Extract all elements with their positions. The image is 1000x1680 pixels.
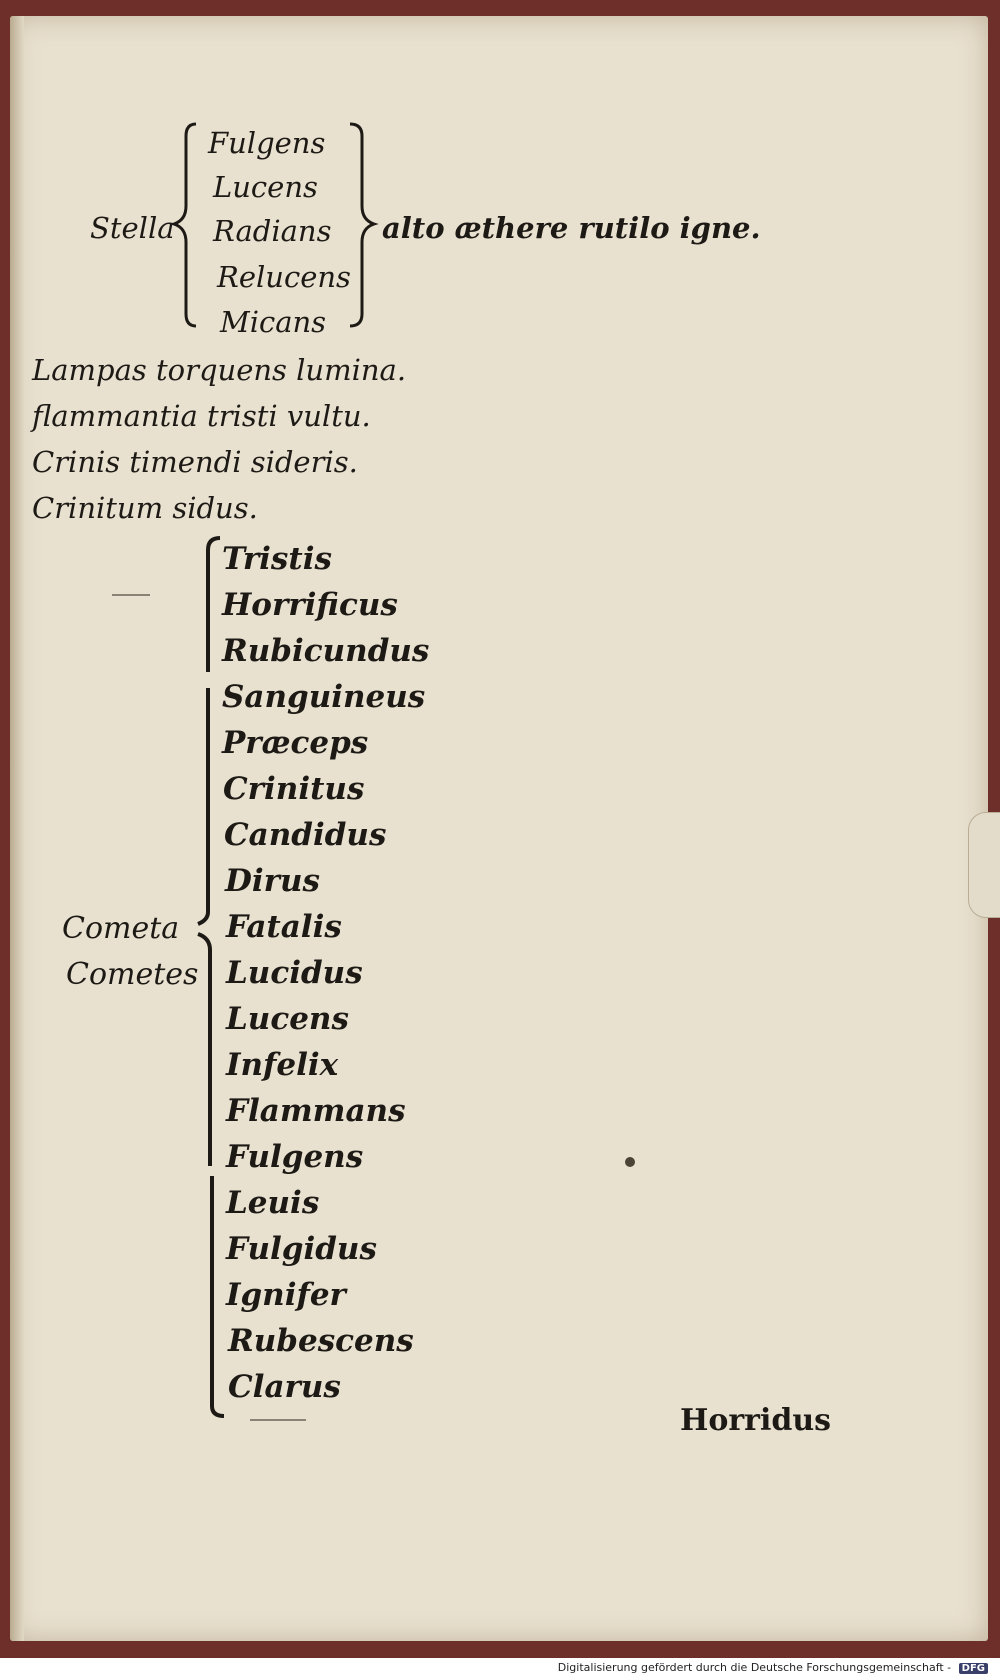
- epithet: Crinitus: [223, 771, 365, 807]
- epithet: Ignifer: [226, 1277, 346, 1313]
- cometa-head: Cometa: [62, 911, 180, 946]
- epithet: Flammans: [226, 1093, 406, 1129]
- stella-head: Stella: [90, 211, 175, 245]
- epithet: Lucidus: [226, 955, 363, 991]
- epithet: Rubescens: [228, 1323, 414, 1359]
- text-line: Crinis timendi sideris.: [32, 445, 358, 479]
- cometa-brace-tail: [212, 1176, 224, 1416]
- stella-variant: Fulgens: [208, 126, 326, 160]
- epithet: Clarus: [228, 1369, 341, 1405]
- stella-variant: Lucens: [213, 170, 318, 204]
- text-line: Crinitum sidus.: [32, 491, 258, 525]
- dfg-logo: DFG: [959, 1663, 988, 1674]
- epithet: Horrificus: [222, 587, 398, 623]
- stella-left-brace: [174, 124, 196, 326]
- text-line: flammantia tristi vultu.: [32, 399, 371, 433]
- book-page: [10, 16, 988, 1641]
- epithet: Fulgens: [226, 1139, 364, 1175]
- epithet: Infelix: [226, 1047, 339, 1083]
- epithet: Sanguineus: [222, 679, 426, 715]
- stella-variant: Micans: [220, 305, 327, 339]
- digitization-credit: [558, 1661, 988, 1674]
- epithet: Leuis: [226, 1185, 320, 1221]
- ink-dot: [625, 1157, 635, 1167]
- credit-text: Digitalisierung gefördert durch die Deutsche Forschungsgemeinschaft -: [557, 1661, 952, 1674]
- stella-variant: Radians: [213, 214, 332, 248]
- epithet: Præceps: [222, 725, 369, 761]
- epithet: Fulgidus: [226, 1231, 377, 1267]
- epithet: Dirus: [225, 863, 320, 899]
- epithet: Rubicundus: [222, 633, 430, 669]
- epithet: Candidus: [224, 817, 387, 853]
- stella-right-brace: [350, 124, 374, 326]
- cometa-brace-lower: [198, 934, 210, 1166]
- cometa-brace-upper: [208, 538, 220, 672]
- bracket-layer: [10, 16, 988, 1641]
- epithet: Lucens: [226, 1001, 349, 1037]
- stella-phrase: alto æthere rutilo igne.: [382, 211, 761, 245]
- catchword: Horridus: [680, 1403, 832, 1438]
- stella-variant: Relucens: [217, 260, 351, 294]
- epithet: Tristis: [222, 541, 332, 577]
- epithet: Fatalis: [226, 909, 342, 945]
- cometa-brace-mid: [198, 688, 208, 924]
- cometa-head: Cometes: [66, 957, 199, 992]
- text-line: Lampas torquens lumina.: [32, 353, 407, 387]
